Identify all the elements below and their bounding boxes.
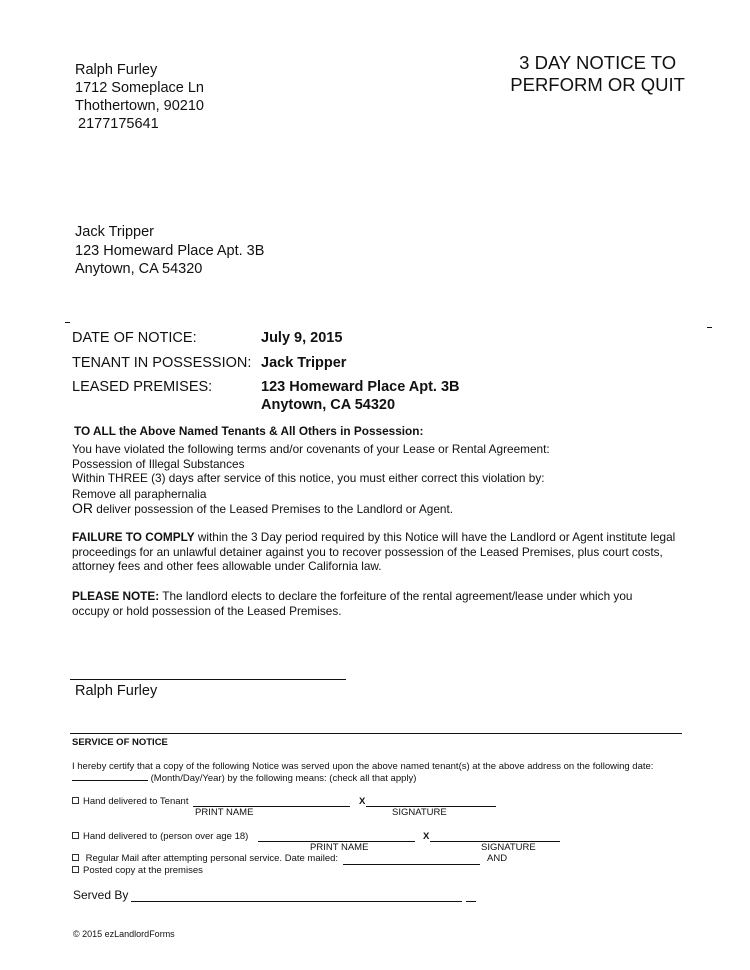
landlord-signature-line (70, 679, 346, 680)
served-by-label: Served By (73, 888, 129, 902)
option-posted-row (72, 865, 203, 877)
person-x-mark: X (423, 831, 430, 842)
option-person-label: Hand delivered to (person over age 18) (83, 831, 249, 842)
or-deliver-text (72, 501, 692, 517)
certify-line-1: I hereby certify that a copy of the following Notice was served upon the above named tenant(s) at the above address on the following date: (72, 761, 654, 772)
recipient-name: Jack Tripper (75, 224, 154, 240)
recipient-address (75, 223, 264, 279)
remedy-text: Remove all paraphernalia (72, 487, 207, 501)
checkbox-posted[interactable] (72, 866, 79, 873)
premises-label: LEASED PREMISES: (72, 379, 213, 395)
recipient-city: Anytown, CA 54320 (75, 261, 203, 277)
date-of-notice-label: DATE OF NOTICE: (72, 330, 197, 346)
violation-text: Possession of Illegal Substances (72, 457, 245, 471)
please-note-bold: PLEASE NOTE: (72, 589, 160, 603)
margin-tick-right (707, 327, 712, 328)
please-note-text: The landlord elects to declare the forfeiture of the rental agreement/lease under which you occupy or hold possession of the Leased Premises. (72, 589, 633, 618)
checkbox-tenant[interactable] (72, 797, 79, 804)
sender-street: 1712 Someplace Ln (75, 80, 204, 96)
and-word: AND (487, 853, 508, 864)
premises-row (72, 379, 460, 395)
margin-tick-left (65, 322, 70, 323)
body-heading: TO ALL the Above Named Tenants & All Others in Possession: (74, 424, 424, 438)
violated-text: You have violated the following terms and/or covenants of your Lease or Rental Agreement: (72, 442, 550, 456)
option-mail-row (72, 853, 338, 865)
premises-line-1: 123 Homeward Place Apt. 3B (261, 379, 460, 395)
option-mail-label: Regular Mail after attempting personal service. Date mailed: (83, 853, 339, 864)
option-tenant-row (72, 796, 188, 808)
premises-line-2: Anytown, CA 54320 (261, 397, 396, 413)
landlord-signature-name: Ralph Furley (75, 683, 158, 699)
checkbox-person[interactable] (72, 832, 79, 839)
title-line-1: 3 DAY NOTICE TO (519, 52, 677, 73)
person-signature-label: SIGNATURE (481, 842, 536, 853)
title-line-2: PERFORM OR QUIT (510, 74, 685, 95)
option-posted-label: Posted copy at the premises (83, 865, 203, 876)
option-tenant-label: Hand delivered to Tenant (83, 796, 189, 807)
certify-line-2-text: (Month/Day/Year) by the following means: (check all that apply) (148, 773, 417, 784)
tenant-row (72, 355, 347, 371)
checkbox-mail[interactable] (72, 854, 79, 861)
sender-name: Ralph Furley (75, 62, 158, 78)
certify-line-2 (72, 773, 416, 785)
tenant-value: Jack Tripper (261, 355, 347, 371)
person-print-name-label: PRINT NAME (310, 842, 369, 853)
please-note-paragraph (72, 589, 672, 618)
date-of-notice-row (72, 330, 343, 346)
date-of-notice-value: July 9, 2015 (261, 330, 343, 346)
option-person-row (72, 831, 248, 843)
service-date-blank[interactable] (72, 780, 148, 781)
failure-paragraph (72, 530, 682, 574)
tenant-print-name-label: PRINT NAME (195, 807, 254, 818)
or-word: OR (72, 500, 93, 516)
tenant-signature-label: SIGNATURE (392, 807, 447, 818)
sender-city: Thothertown, 90210 (75, 98, 204, 114)
served-by-line-tail (466, 901, 476, 902)
copyright-text: © 2015 ezLandlordForms (73, 929, 175, 939)
document-title (510, 52, 685, 96)
within-text: Within THREE (3) days after service of this notice, you must either correct this violation by: (72, 471, 545, 485)
service-divider (70, 733, 682, 734)
sender-address (75, 61, 204, 133)
tenant-x-mark: X (359, 796, 366, 807)
failure-text: within the 3 Day period required by this Notice will have the Landlord or Agent institute legal proceedings for an unlawful detainer against you to recover possession of the Leased Premises, plus court costs, attorney fees and other fees allowable under California law. (72, 530, 676, 573)
served-by-line[interactable] (131, 901, 462, 902)
recipient-street: 123 Homeward Place Apt. 3B (75, 242, 265, 259)
sender-phone: 2177175641 (78, 116, 159, 132)
service-heading: SERVICE OF NOTICE (72, 737, 168, 748)
mail-date-line[interactable] (343, 864, 480, 865)
failure-bold: FAILURE TO COMPLY (72, 530, 195, 544)
or-rest: deliver possession of the Leased Premises to the Landlord or Agent. (93, 502, 454, 516)
tenant-label: TENANT IN POSSESSION: (72, 355, 252, 371)
